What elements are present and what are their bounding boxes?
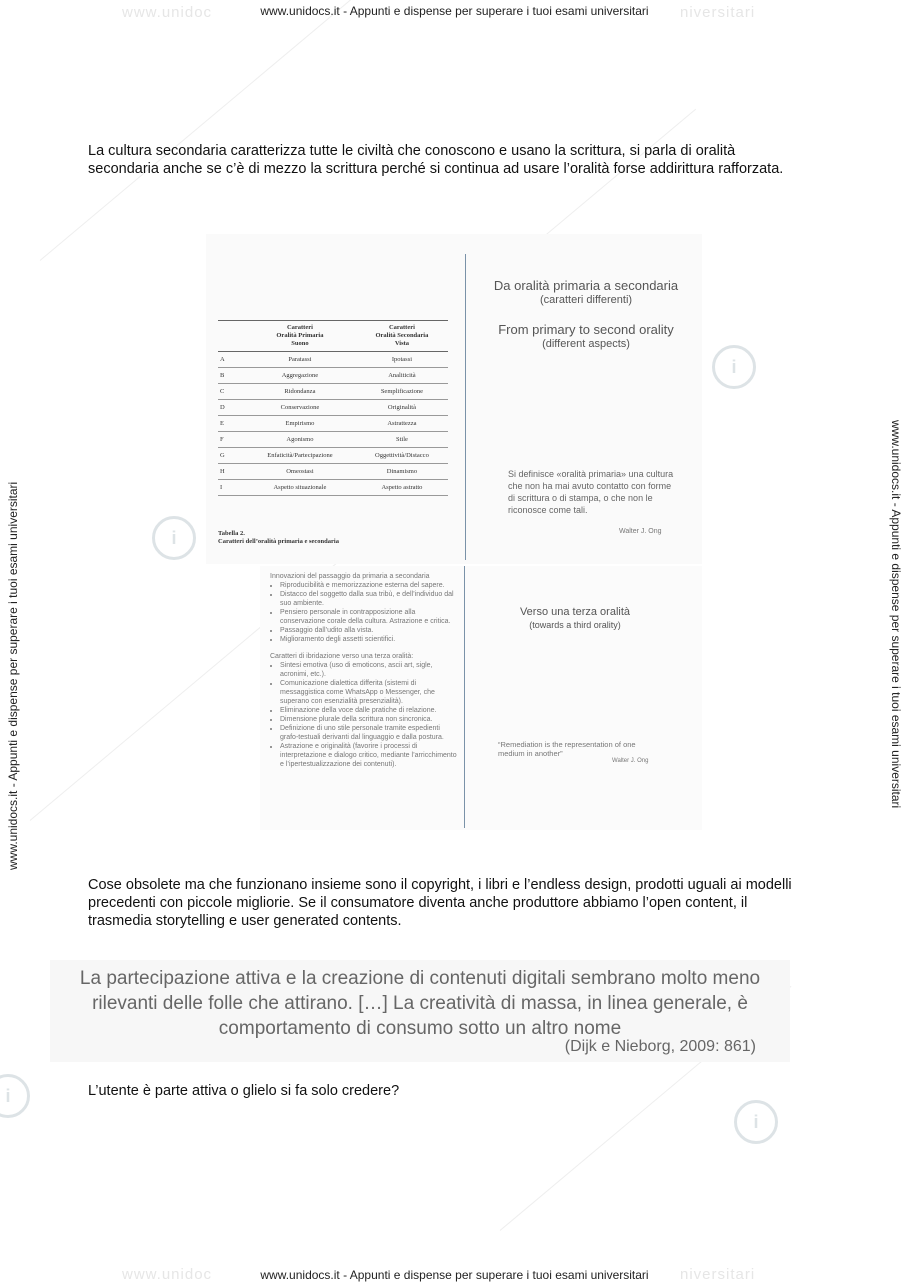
remediation-quote: “Remediation is the representation of one medium in another” — [498, 740, 636, 758]
table-row: F Agonismo Stile — [218, 432, 448, 448]
watermark-banner-top: www.unidocs.it - Appunti e dispense per superare i tuoi esami universitari — [260, 4, 649, 18]
watermark-ghost-left: www.unidoc — [122, 1266, 213, 1283]
list-item: • Pensiero personale in contrapposizione alla conservazione corale della cultura. Astrazione e critica. — [280, 608, 460, 626]
slide-subtitle-it: (caratteri differenti) — [539, 294, 633, 306]
unidocs-logo-icon: i — [152, 516, 196, 560]
quote-text: La partecipazione attiva e la creazione di contenuti digitali sembrano molto meno rilevanti delle folle che attirano. […] La creatività di massa, in linea generale, è comportamento di consumo sotto un altro nome — [79, 968, 761, 1039]
intro-paragraph: La cultura secondaria caratterizza tutte le civiltà che conoscono e usano la scrittura, si parla di oralità secondaria anche se c’è di mezzo la scrittura perché si continua ad usare l’oralità forse addirittura rafforzata. — [88, 143, 784, 177]
question-paragraph: L’utente è parte attiva o glielo si fa solo credere? — [88, 1083, 400, 1099]
col-header-primary: Caratteri Oralità Primaria Suono — [244, 321, 356, 352]
quote-source: (Dijk e Nieborg, 2009: 861) — [564, 1038, 756, 1055]
hybrid-list — [270, 661, 460, 769]
innovations-list-block — [270, 572, 460, 769]
watermark-ghost-left: www.unidoc — [122, 4, 213, 21]
innovations-heading: Innovazioni del passaggio da primaria a secondaria — [270, 573, 430, 580]
table-caption: Tabella 2. Caratteri dell’oralità primaria e secondaria — [218, 530, 339, 545]
col-header-secondary: Caratteri Oralità Secondaria Vista — [356, 321, 448, 352]
table-row: E Empirismo Astrattezza — [218, 416, 448, 432]
watermark-ghost-right: niversitari — [680, 4, 756, 21]
list-item: • Eliminazione della voce dalle pratiche di relazione. — [280, 706, 460, 715]
slide-subtitle-third: (towards a third orality) — [529, 620, 621, 630]
watermark-banner-right: www.unidocs.it - Appunti e dispense per superare i tuoi esami universitari — [889, 420, 903, 809]
list-item: • Comunicazione dialettica differita (sistemi di messaggistica come WhatsApp o Messenger, che superano con esenzialità presenzialità). — [280, 679, 460, 706]
list-item: • Dimensione plurale della scrittura non sincronica. — [280, 715, 460, 724]
remediation-author: Walter J. Ong — [612, 758, 649, 764]
list-item: • Sintesi emotiva (uso di emoticons, ascii art, sigle, acronimi, etc.). — [280, 661, 460, 679]
innovations-list — [270, 581, 460, 644]
hybrid-heading: Caratteri di ibridazione verso una terza oralità: — [270, 653, 414, 660]
orality-table — [218, 320, 448, 496]
table-row: H Omeostasi Dinamismo — [218, 464, 448, 480]
slide-subtitle-en: (different aspects) — [542, 338, 630, 350]
table-row: G Enfaticità/Partecipazione Oggettività/Distacco — [218, 448, 448, 464]
slide-title-third: Verso una terza oralità — [519, 606, 631, 618]
list-item: • Miglioramento degli assetti scientifici. — [280, 635, 460, 644]
watermark-banner-bottom: www.unidocs.it - Appunti e dispense per superare i tuoi esami universitari — [260, 1268, 649, 1282]
unidocs-logo-icon: i — [734, 1100, 778, 1144]
slide-title-it: Da oralità primaria a secondaria — [493, 278, 679, 293]
slide-divider — [464, 566, 465, 828]
list-item: • Riproducibilità e memorizzazione esterna del sapere. — [280, 581, 460, 590]
slide-divider — [465, 254, 466, 560]
slide-third-orality — [260, 566, 702, 830]
list-item: • Definizione di uno stile personale tramite espedienti grafo-testuali derivanti dal linguaggio e dalla postura. — [280, 724, 460, 742]
unidocs-logo-icon: i — [712, 345, 756, 389]
table-row: B Aggregazione Analiticità — [218, 368, 448, 384]
table-row: A Paratassi Ipotassi — [218, 352, 448, 368]
table-row: D Conservazione Originalità — [218, 400, 448, 416]
definition-author: Walter J. Ong — [619, 528, 662, 535]
table-row: I Aspetto situazionale Aspetto astratto — [218, 480, 448, 496]
watermark-banner-left: www.unidocs.it - Appunti e dispense per superare i tuoi esami universitari — [6, 481, 20, 870]
orality-definition: Si definisce «oralità primaria» una cultura che non ha mai avuto contatto con forme di scrittura o di stampa, o che non le riconosce come tali. — [508, 469, 674, 515]
table-row: C Ridondanza Semplificazione — [218, 384, 448, 400]
list-item: • Passaggio dall’udito alla vista. — [280, 626, 460, 635]
list-item: • Astrazione e originalità (favorire i processi di interpretazione e dialogo critico, mediante l’arricchimento e l’ipertestualizzazione dei contenuti). — [280, 742, 460, 769]
watermark-ghost-right: niversitari — [680, 1266, 756, 1283]
slide-orality-table — [206, 234, 702, 564]
obsolete-paragraph: Cose obsolete ma che funzionano insieme sono il copyright, i libri e l’endless design, prodotti uguali ai modelli precedenti con piccole migliorie. Se il consumatore diventa anche produttore abbiamo l’open content, il trasmedia storytelling e user generated contents. — [88, 877, 792, 929]
list-item: • Distacco del soggetto dalla sua tribù, e dell’individuo dal suo ambiente. — [280, 590, 460, 608]
slide-title-en: From primary to second orality — [498, 322, 674, 337]
watermark-line — [40, 0, 362, 261]
quote-box — [50, 960, 790, 1062]
unidocs-logo-icon: i — [0, 1074, 30, 1118]
